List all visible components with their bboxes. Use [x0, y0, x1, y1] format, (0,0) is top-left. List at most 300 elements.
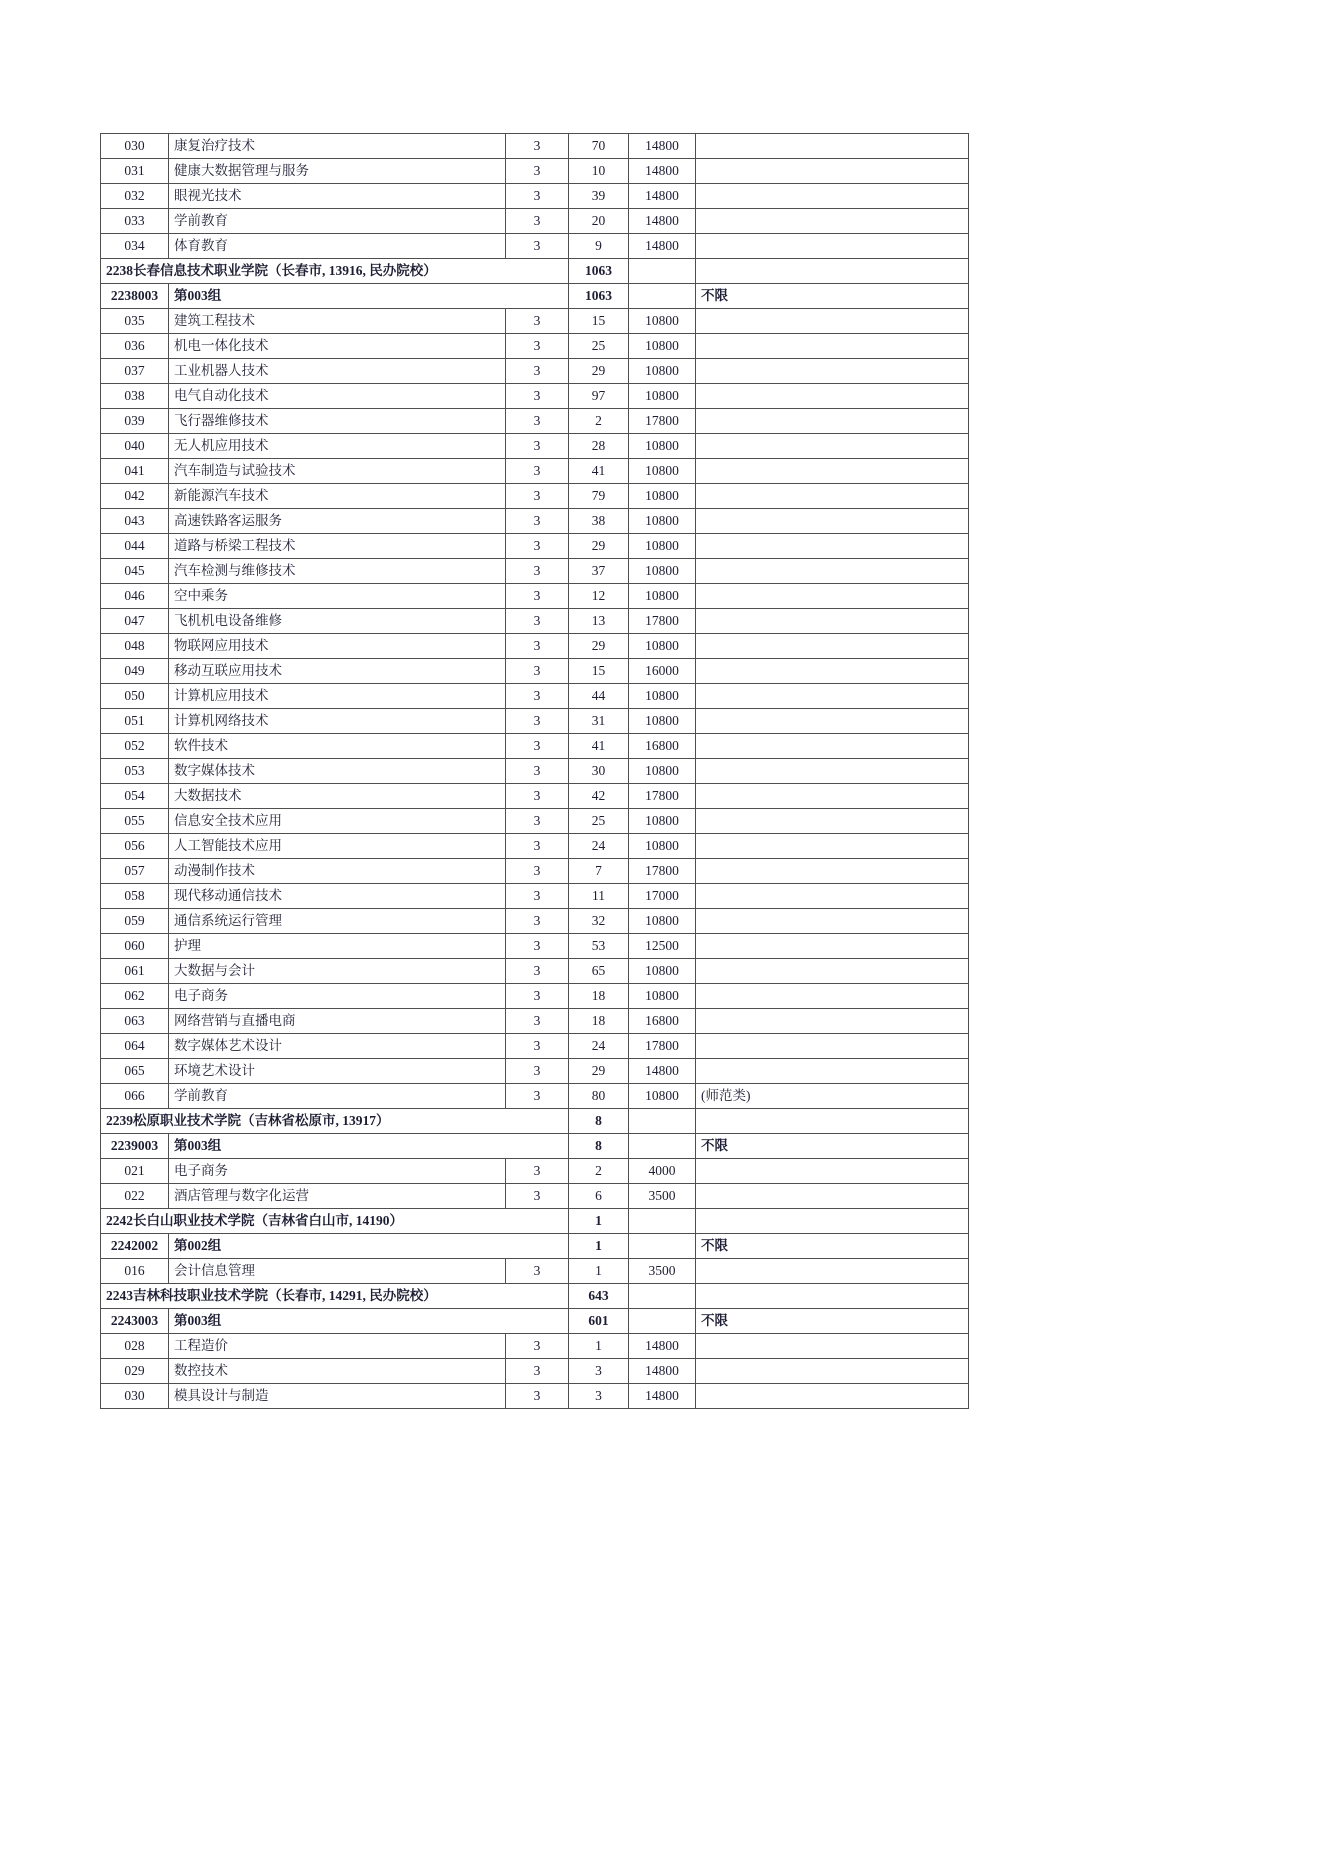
count-cell: 11: [569, 884, 629, 909]
major-name-cell: 酒店管理与数字化运营: [169, 1184, 506, 1209]
count-cell: 2: [569, 409, 629, 434]
major-row: [101, 609, 969, 634]
major-name-cell: 电子商务: [169, 984, 506, 1009]
years-cell: 3: [506, 909, 569, 934]
remark-cell: [696, 634, 969, 659]
school-total-count-cell: 1063: [569, 259, 629, 284]
remark-cell: [696, 134, 969, 159]
major-name-cell: 计算机网络技术: [169, 709, 506, 734]
years-cell: 3: [506, 934, 569, 959]
major-row: [101, 184, 969, 209]
major-row: [101, 934, 969, 959]
fee-cell: 10800: [629, 434, 696, 459]
major-row: [101, 484, 969, 509]
major-name-cell: 电子商务: [169, 1159, 506, 1184]
group-count-cell: 1: [569, 1234, 629, 1259]
fee-cell: 10800: [629, 984, 696, 1009]
major-code-cell: 044: [101, 534, 169, 559]
major-code-cell: 061: [101, 959, 169, 984]
remark-cell: [696, 384, 969, 409]
major-code-cell: 022: [101, 1184, 169, 1209]
major-row: [101, 634, 969, 659]
major-row: [101, 159, 969, 184]
major-code-cell: 021: [101, 1159, 169, 1184]
remark-cell: 不限: [696, 284, 969, 309]
major-code-cell: 035: [101, 309, 169, 334]
fee-cell: [629, 1234, 696, 1259]
count-cell: 29: [569, 1059, 629, 1084]
count-cell: 1: [569, 1334, 629, 1359]
major-name-cell: 汽车制造与试验技术: [169, 459, 506, 484]
fee-cell: 10800: [629, 959, 696, 984]
major-name-cell: 通信系统运行管理: [169, 909, 506, 934]
fee-cell: 14800: [629, 1334, 696, 1359]
major-row: [101, 1359, 969, 1384]
major-row: [101, 1334, 969, 1359]
major-name-cell: 动漫制作技术: [169, 859, 506, 884]
major-code-cell: 058: [101, 884, 169, 909]
school-total-count-cell: 8: [569, 1109, 629, 1134]
group-name-cell: 第002组: [169, 1234, 569, 1259]
count-cell: 24: [569, 1034, 629, 1059]
major-row: [101, 1084, 969, 1109]
years-cell: 3: [506, 959, 569, 984]
count-cell: 42: [569, 784, 629, 809]
count-cell: 39: [569, 184, 629, 209]
fee-cell: 14800: [629, 1059, 696, 1084]
count-cell: 80: [569, 1084, 629, 1109]
major-row: [101, 584, 969, 609]
fee-cell: 14800: [629, 209, 696, 234]
count-cell: 3: [569, 1359, 629, 1384]
major-name-cell: 机电一体化技术: [169, 334, 506, 359]
years-cell: 3: [506, 1009, 569, 1034]
count-cell: 6: [569, 1184, 629, 1209]
remark-cell: [696, 834, 969, 859]
count-cell: 18: [569, 984, 629, 1009]
years-cell: 3: [506, 734, 569, 759]
remark-cell: [696, 784, 969, 809]
school-total-count-cell: 643: [569, 1284, 629, 1309]
count-cell: 3: [569, 1384, 629, 1409]
remark-cell: 不限: [696, 1309, 969, 1334]
count-cell: 29: [569, 359, 629, 384]
major-name-cell: 建筑工程技术: [169, 309, 506, 334]
years-cell: 3: [506, 984, 569, 1009]
count-cell: 18: [569, 1009, 629, 1034]
remark-cell: [696, 584, 969, 609]
fee-cell: 10800: [629, 709, 696, 734]
fee-cell: 14800: [629, 134, 696, 159]
major-row: [101, 1184, 969, 1209]
major-name-cell: 工程造价: [169, 1334, 506, 1359]
remark-cell: [696, 559, 969, 584]
fee-cell: 10800: [629, 684, 696, 709]
years-cell: 3: [506, 709, 569, 734]
remark-cell: [696, 259, 969, 284]
years-cell: 3: [506, 134, 569, 159]
fee-cell: 14800: [629, 159, 696, 184]
fee-cell: [629, 259, 696, 284]
major-code-cell: 045: [101, 559, 169, 584]
major-row: [101, 334, 969, 359]
fee-cell: 17800: [629, 784, 696, 809]
fee-cell: 10800: [629, 909, 696, 934]
years-cell: 3: [506, 759, 569, 784]
group-code-cell: 2242002: [101, 1234, 169, 1259]
years-cell: 3: [506, 1259, 569, 1284]
years-cell: 3: [506, 559, 569, 584]
major-code-cell: 065: [101, 1059, 169, 1084]
remark-cell: [696, 809, 969, 834]
major-code-cell: 063: [101, 1009, 169, 1034]
remark-cell: [696, 509, 969, 534]
years-cell: 3: [506, 859, 569, 884]
count-cell: 41: [569, 734, 629, 759]
fee-cell: 10800: [629, 484, 696, 509]
fee-cell: [629, 1284, 696, 1309]
years-cell: 3: [506, 1034, 569, 1059]
major-code-cell: 036: [101, 334, 169, 359]
count-cell: 79: [569, 484, 629, 509]
major-code-cell: 042: [101, 484, 169, 509]
school-total-count-cell: 1: [569, 1209, 629, 1234]
remark-cell: [696, 1159, 969, 1184]
fee-cell: 10800: [629, 634, 696, 659]
major-code-cell: 066: [101, 1084, 169, 1109]
years-cell: 3: [506, 1084, 569, 1109]
fee-cell: 17000: [629, 884, 696, 909]
count-cell: 15: [569, 659, 629, 684]
count-cell: 29: [569, 534, 629, 559]
admission-plan-table: [100, 133, 969, 1409]
major-code-cell: 039: [101, 409, 169, 434]
major-code-cell: 050: [101, 684, 169, 709]
major-row: [101, 1034, 969, 1059]
remark-cell: [696, 934, 969, 959]
major-code-cell: 041: [101, 459, 169, 484]
remark-cell: [696, 1284, 969, 1309]
fee-cell: 3500: [629, 1184, 696, 1209]
major-code-cell: 049: [101, 659, 169, 684]
fee-cell: 17800: [629, 1034, 696, 1059]
group-name-cell: 第003组: [169, 1134, 569, 1159]
fee-cell: 4000: [629, 1159, 696, 1184]
fee-cell: 16800: [629, 734, 696, 759]
fee-cell: 10800: [629, 384, 696, 409]
fee-cell: [629, 1209, 696, 1234]
school-row: [101, 1209, 969, 1234]
major-row: [101, 359, 969, 384]
major-code-cell: 059: [101, 909, 169, 934]
count-cell: 13: [569, 609, 629, 634]
remark-cell: [696, 1059, 969, 1084]
major-row: [101, 759, 969, 784]
major-row: [101, 384, 969, 409]
major-name-cell: 飞机机电设备维修: [169, 609, 506, 634]
fee-cell: 10800: [629, 759, 696, 784]
remark-cell: [696, 959, 969, 984]
years-cell: 3: [506, 434, 569, 459]
fee-cell: 10800: [629, 809, 696, 834]
fee-cell: [629, 1309, 696, 1334]
years-cell: 3: [506, 634, 569, 659]
major-code-cell: 053: [101, 759, 169, 784]
fee-cell: 16800: [629, 1009, 696, 1034]
fee-cell: [629, 1134, 696, 1159]
years-cell: 3: [506, 659, 569, 684]
years-cell: 3: [506, 784, 569, 809]
years-cell: 3: [506, 1359, 569, 1384]
major-row: [101, 959, 969, 984]
remark-cell: [696, 434, 969, 459]
count-cell: 44: [569, 684, 629, 709]
years-cell: 3: [506, 834, 569, 859]
group-row: [101, 1309, 969, 1334]
major-name-cell: 护理: [169, 934, 506, 959]
major-row: [101, 734, 969, 759]
remark-cell: [696, 1334, 969, 1359]
major-name-cell: 新能源汽车技术: [169, 484, 506, 509]
years-cell: 3: [506, 1184, 569, 1209]
major-code-cell: 031: [101, 159, 169, 184]
remark-cell: [696, 534, 969, 559]
group-name-cell: 第003组: [169, 1309, 569, 1334]
school-row: [101, 259, 969, 284]
major-name-cell: 物联网应用技术: [169, 634, 506, 659]
remark-cell: [696, 1184, 969, 1209]
major-name-cell: 高速铁路客运服务: [169, 509, 506, 534]
fee-cell: 14800: [629, 1384, 696, 1409]
count-cell: 65: [569, 959, 629, 984]
major-code-cell: 029: [101, 1359, 169, 1384]
major-row: [101, 209, 969, 234]
fee-cell: 10800: [629, 584, 696, 609]
fee-cell: 14800: [629, 234, 696, 259]
remark-cell: 不限: [696, 1134, 969, 1159]
years-cell: 3: [506, 1159, 569, 1184]
count-cell: 7: [569, 859, 629, 884]
fee-cell: 10800: [629, 534, 696, 559]
major-row: [101, 909, 969, 934]
remark-cell: [696, 984, 969, 1009]
major-row: [101, 684, 969, 709]
major-name-cell: 软件技术: [169, 734, 506, 759]
years-cell: 3: [506, 534, 569, 559]
remark-cell: [696, 1109, 969, 1134]
remark-cell: [696, 359, 969, 384]
remark-cell: [696, 409, 969, 434]
major-row: [101, 534, 969, 559]
group-row: [101, 1234, 969, 1259]
group-code-cell: 2239003: [101, 1134, 169, 1159]
major-name-cell: 数控技术: [169, 1359, 506, 1384]
school-row: [101, 1284, 969, 1309]
fee-cell: 16000: [629, 659, 696, 684]
fee-cell: 10800: [629, 459, 696, 484]
remark-cell: [696, 609, 969, 634]
group-count-cell: 601: [569, 1309, 629, 1334]
major-name-cell: 数字媒体艺术设计: [169, 1034, 506, 1059]
remark-cell: [696, 759, 969, 784]
major-row: [101, 859, 969, 884]
major-row: [101, 784, 969, 809]
school-row: [101, 1109, 969, 1134]
fee-cell: 10800: [629, 559, 696, 584]
school-name-cell: 2242长白山职业技术学院（吉林省白山市, 14190）: [101, 1209, 569, 1234]
years-cell: 3: [506, 409, 569, 434]
years-cell: 3: [506, 1059, 569, 1084]
major-code-cell: 054: [101, 784, 169, 809]
major-code-cell: 034: [101, 234, 169, 259]
years-cell: 3: [506, 809, 569, 834]
fee-cell: 10800: [629, 834, 696, 859]
major-name-cell: 环境艺术设计: [169, 1059, 506, 1084]
major-code-cell: 030: [101, 1384, 169, 1409]
count-cell: 12: [569, 584, 629, 609]
remark-cell: [696, 159, 969, 184]
major-name-cell: 道路与桥梁工程技术: [169, 534, 506, 559]
major-code-cell: 032: [101, 184, 169, 209]
fee-cell: 17800: [629, 859, 696, 884]
major-code-cell: 055: [101, 809, 169, 834]
major-code-cell: 016: [101, 1259, 169, 1284]
major-name-cell: 汽车检测与维修技术: [169, 559, 506, 584]
major-name-cell: 会计信息管理: [169, 1259, 506, 1284]
group-row: [101, 1134, 969, 1159]
remark-cell: [696, 909, 969, 934]
years-cell: 3: [506, 209, 569, 234]
count-cell: 97: [569, 384, 629, 409]
count-cell: 1: [569, 1259, 629, 1284]
major-name-cell: 大数据与会计: [169, 959, 506, 984]
major-row: [101, 1059, 969, 1084]
major-name-cell: 数字媒体技术: [169, 759, 506, 784]
major-code-cell: 064: [101, 1034, 169, 1059]
major-name-cell: 电气自动化技术: [169, 384, 506, 409]
years-cell: 3: [506, 1334, 569, 1359]
major-name-cell: 模具设计与制造: [169, 1384, 506, 1409]
school-name-cell: 2238长春信息技术职业学院（长春市, 13916, 民办院校）: [101, 259, 569, 284]
count-cell: 25: [569, 334, 629, 359]
years-cell: 3: [506, 509, 569, 534]
major-name-cell: 健康大数据管理与服务: [169, 159, 506, 184]
major-code-cell: 060: [101, 934, 169, 959]
count-cell: 70: [569, 134, 629, 159]
fee-cell: 14800: [629, 184, 696, 209]
remark-cell: [696, 734, 969, 759]
years-cell: 3: [506, 334, 569, 359]
count-cell: 41: [569, 459, 629, 484]
major-row: [101, 234, 969, 259]
remark-cell: [696, 1209, 969, 1234]
school-name-cell: 2243吉林科技职业技术学院（长春市, 14291, 民办院校）: [101, 1284, 569, 1309]
remark-cell: [696, 684, 969, 709]
group-count-cell: 1063: [569, 284, 629, 309]
count-cell: 10: [569, 159, 629, 184]
fee-cell: 17800: [629, 409, 696, 434]
remark-cell: [696, 884, 969, 909]
major-row: [101, 559, 969, 584]
count-cell: 37: [569, 559, 629, 584]
remark-cell: [696, 234, 969, 259]
major-row: [101, 409, 969, 434]
major-code-cell: 052: [101, 734, 169, 759]
major-code-cell: 051: [101, 709, 169, 734]
remark-cell: [696, 184, 969, 209]
major-row: [101, 884, 969, 909]
major-row: [101, 834, 969, 859]
count-cell: 9: [569, 234, 629, 259]
group-count-cell: 8: [569, 1134, 629, 1159]
years-cell: 3: [506, 159, 569, 184]
fee-cell: [629, 1109, 696, 1134]
remark-cell: [696, 484, 969, 509]
major-row: [101, 809, 969, 834]
years-cell: 3: [506, 484, 569, 509]
major-row: [101, 509, 969, 534]
count-cell: 24: [569, 834, 629, 859]
fee-cell: 10800: [629, 509, 696, 534]
major-name-cell: 网络营销与直播电商: [169, 1009, 506, 1034]
count-cell: 15: [569, 309, 629, 334]
fee-cell: 10800: [629, 334, 696, 359]
group-code-cell: 2243003: [101, 1309, 169, 1334]
years-cell: 3: [506, 459, 569, 484]
major-row: [101, 709, 969, 734]
count-cell: 38: [569, 509, 629, 534]
remark-cell: 不限: [696, 1234, 969, 1259]
admission-plan-table-body: [101, 134, 969, 1409]
fee-cell: [629, 284, 696, 309]
major-code-cell: 062: [101, 984, 169, 1009]
major-row: [101, 309, 969, 334]
major-row: [101, 1009, 969, 1034]
major-code-cell: 028: [101, 1334, 169, 1359]
major-row: [101, 659, 969, 684]
major-row: [101, 459, 969, 484]
major-code-cell: 047: [101, 609, 169, 634]
remark-cell: [696, 859, 969, 884]
major-name-cell: 移动互联应用技术: [169, 659, 506, 684]
major-code-cell: 043: [101, 509, 169, 534]
remark-cell: [696, 1259, 969, 1284]
fee-cell: 10800: [629, 309, 696, 334]
years-cell: 3: [506, 584, 569, 609]
count-cell: 29: [569, 634, 629, 659]
years-cell: 3: [506, 684, 569, 709]
major-name-cell: 人工智能技术应用: [169, 834, 506, 859]
remark-cell: [696, 1359, 969, 1384]
major-row: [101, 1259, 969, 1284]
major-name-cell: 学前教育: [169, 209, 506, 234]
remark-cell: [696, 1009, 969, 1034]
remark-cell: [696, 459, 969, 484]
major-code-cell: 046: [101, 584, 169, 609]
years-cell: 3: [506, 384, 569, 409]
major-code-cell: 030: [101, 134, 169, 159]
major-code-cell: 038: [101, 384, 169, 409]
school-name-cell: 2239松原职业技术学院（吉林省松原市, 13917）: [101, 1109, 569, 1134]
major-code-cell: 048: [101, 634, 169, 659]
major-code-cell: 037: [101, 359, 169, 384]
group-row: [101, 284, 969, 309]
remark-cell: [696, 1384, 969, 1409]
major-name-cell: 工业机器人技术: [169, 359, 506, 384]
years-cell: 3: [506, 309, 569, 334]
major-row: [101, 434, 969, 459]
major-name-cell: 无人机应用技术: [169, 434, 506, 459]
